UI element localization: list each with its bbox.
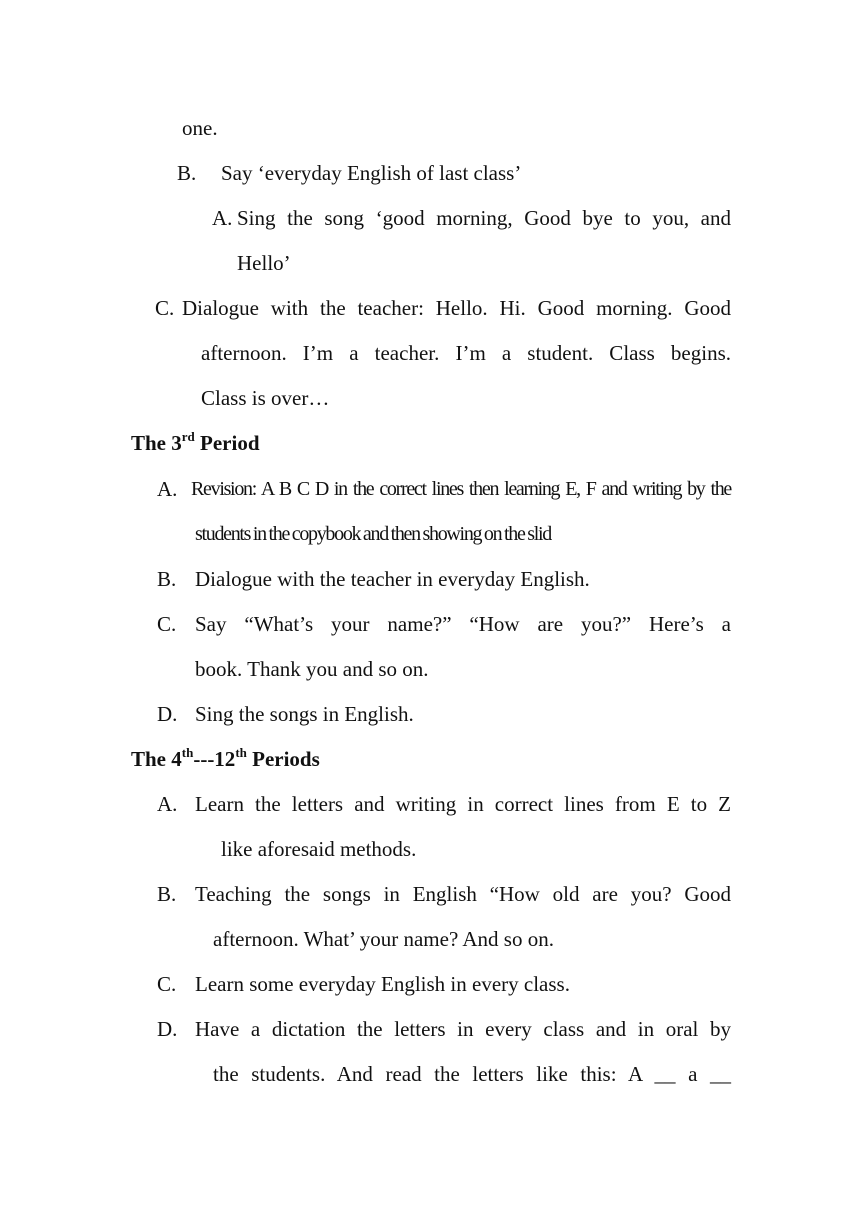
text-line: Have a dictation the letters in every class and in oral by — [195, 1017, 731, 1041]
text-line: Dialogue with the teacher: Hello. Hi. Good morning. Good — [182, 296, 731, 320]
text-line: Sing the song ‘good morning, Good bye to you, and — [237, 206, 731, 230]
text-line: Say “What’s your name?” “How are you?” Here’s a — [195, 612, 731, 636]
list-marker: B. — [157, 882, 177, 906]
list-marker: C. — [157, 972, 177, 996]
list-marker: A. — [212, 206, 233, 230]
list-marker: C. — [155, 296, 175, 320]
text-line: afternoon. I’m a teacher. I’m a student. Class begins. — [201, 341, 731, 365]
list-marker: A. — [157, 792, 178, 816]
list-marker: B. — [177, 161, 197, 185]
text-line: Learn some everyday English in every class. — [195, 972, 570, 996]
list-marker: D. — [157, 702, 178, 726]
list-marker: B. — [157, 567, 177, 591]
text-line: like aforesaid methods. — [221, 837, 417, 861]
text-line: Say ‘everyday English of last class’ — [221, 161, 522, 185]
list-marker: C. — [157, 612, 177, 636]
text-line: Dialogue with the teacher in everyday English. — [195, 567, 590, 591]
text-line: Teaching the songs in English “How old are you? Good — [195, 882, 731, 906]
text-line: Learn the letters and writing in correct lines from E to Z — [195, 792, 731, 816]
list-marker: D. — [157, 1017, 178, 1041]
section-heading-3rd-period: The 3rd Period — [131, 429, 260, 455]
section-heading-4th-12th-periods: The 4th---12th Periods — [131, 745, 320, 771]
text-line: Revision: A B C D in the correct lines then learning E, F and writing by the — [191, 478, 731, 500]
text-line: Hello’ — [237, 251, 291, 275]
text-line: Sing the songs in English. — [195, 702, 414, 726]
list-marker: A. — [157, 477, 178, 501]
text-line: the students. And read the letters like this: A __ a __ — [213, 1062, 731, 1086]
text-line: one. — [182, 116, 218, 140]
text-line: book. Thank you and so on. — [195, 657, 429, 681]
text-line: students in the copybook and then showing on the slid — [195, 523, 551, 545]
text-line: afternoon. What’ your name? And so on. — [213, 927, 554, 951]
text-line: Class is over… — [201, 386, 330, 410]
